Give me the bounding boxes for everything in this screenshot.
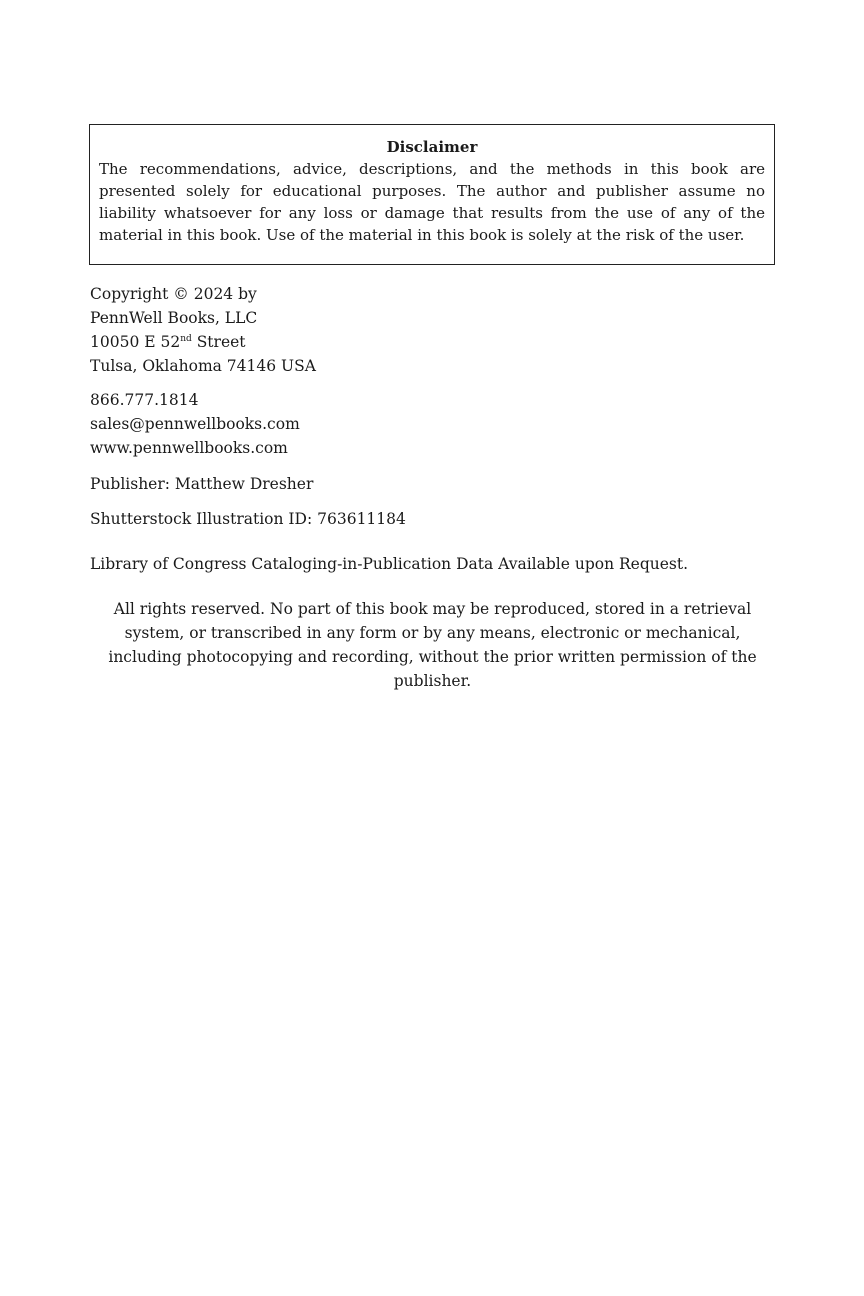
illustration-id-line: Shutterstock Illustration ID: 763611184 [90,510,406,528]
copyright-line: Copyright © 2024 by [90,285,257,303]
contact-block [90,388,780,460]
street-address [90,330,780,354]
illustration-block [90,507,780,531]
library-block [90,552,780,576]
disclaimer-body: The recommendations, advice, descriptions, and the methods in this book are presented solely for educational purposes. The author and publisher assume no liability whatsoever for any loss or damage that results from the use of any of the material in this book. Use of the material in this book is solely at the risk of the user. [99,160,765,244]
city-line: Tulsa, Oklahoma 74146 USA [90,357,316,375]
rights-notice: All rights reserved. No part of this book may be reproduced, stored in a retrieval system, or transcribed in any form or by any means, electronic or mechanical, including photocopying and recording, without the prior written permission of the publisher. [108,600,757,690]
copyright-address-block [90,282,780,378]
publisher-block [90,472,780,496]
street-ordinal-suffix: nd [180,334,192,344]
phone-number: 866.777.1814 [90,391,199,409]
street-name: Street [191,333,246,351]
website-url: www.pennwellbooks.com [90,439,288,457]
disclaimer-box [89,124,775,265]
email-address: sales@pennwellbooks.com [90,415,300,433]
disclaimer-title: Disclaimer [386,138,478,156]
library-of-congress-line: Library of Congress Cataloging-in-Publication Data Available upon Request. [90,555,689,573]
street-number: 10050 E 52 [90,333,181,351]
publisher-line: Publisher: Matthew Dresher [90,475,314,493]
company-name: PennWell Books, LLC [90,309,258,327]
